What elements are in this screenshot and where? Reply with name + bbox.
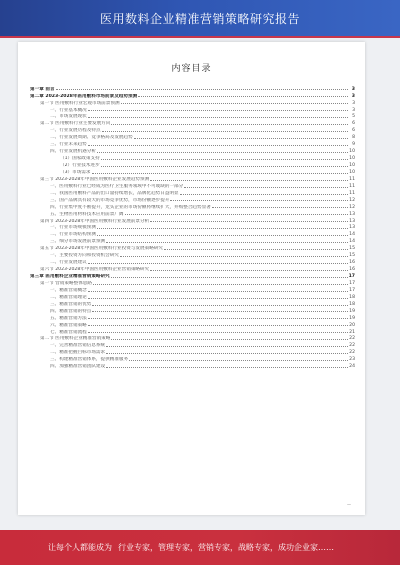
report-title: 医用数料企业精准营销策略研究报告 [99, 12, 300, 26]
toc-dot-leader [134, 138, 348, 139]
toc-entry-page-number: 6 [352, 121, 355, 127]
toc-entry-page-number: 10 [349, 163, 355, 169]
toc-entry-page-number: 21 [349, 329, 355, 335]
toc-entry-page-number: 10 [349, 156, 355, 162]
toc-entry-text: 第二节 医用敷料企业精准营销策略 [40, 336, 111, 342]
toc-entry[interactable] [30, 147, 355, 154]
toc-entry-page-number: 11 [349, 190, 355, 196]
toc-entry-text: 第二节 医用敷料行业主要发展方向 [40, 121, 111, 127]
toc-dot-leader [125, 214, 348, 215]
toc-entry-text: 二、行业发展建议 [50, 260, 87, 266]
toc-dot-leader [180, 194, 348, 195]
toc-dot-leader [97, 228, 348, 229]
toc-entry-text: 五、精准营销方法 [50, 315, 87, 321]
toc-entry-text: （2）行业技术进步 [60, 163, 100, 169]
toc-entry-page-number: 22 [349, 350, 355, 356]
toc-dot-leader [97, 152, 348, 153]
page-number-mark: — [347, 502, 351, 507]
toc-entry-text: 第一章 前言 [30, 86, 55, 92]
toc-entry[interactable] [30, 92, 355, 99]
toc-entry-page-number: 13 [349, 211, 355, 217]
toc-dot-leader [121, 103, 348, 104]
toc-entry[interactable] [30, 342, 355, 349]
toc-entry-page-number: 9 [352, 142, 355, 148]
toc-entry-text: 三、构建精准营销体系，提供精准服务 [50, 357, 129, 363]
toc-dot-leader [170, 200, 348, 201]
toc-entry-text: 三、行业未来趋势 [50, 142, 87, 148]
toc-entry[interactable] [30, 265, 355, 272]
toc-entry[interactable] [30, 134, 355, 141]
toc-entry-text: 五、生物医用材料技术应用前景广阔 [50, 211, 124, 217]
toc-entry[interactable] [30, 328, 355, 335]
toc-entry[interactable] [30, 175, 355, 182]
toc-entry[interactable] [30, 99, 355, 106]
toc-dot-leader [106, 346, 348, 347]
toc-entry-text: 四、行业集中度不断提升，龙头企业的市场份额将继续扩大，并购整合趋势显著 [50, 204, 211, 210]
toc-dot-leader [138, 96, 348, 97]
toc-list [30, 85, 355, 369]
toc-dot-leader [106, 353, 348, 354]
toc-dot-leader [129, 360, 348, 361]
toc-dot-leader [88, 291, 348, 292]
toc-entry-page-number: 17 [349, 287, 355, 293]
toc-entry[interactable] [30, 217, 355, 224]
toc-entry-page-number: 16 [349, 267, 355, 273]
toc-entry[interactable] [30, 258, 355, 265]
toc-entry-page-number: 16 [349, 260, 355, 266]
toc-dot-leader [111, 339, 348, 340]
toc-entry[interactable] [30, 335, 355, 342]
toc-entry[interactable] [30, 307, 355, 314]
toc-dot-leader [150, 180, 348, 181]
toc-entry-page-number: 12 [349, 197, 355, 203]
toc-entry-text: 一、完善精准营销信息系统 [50, 343, 106, 349]
document-page [18, 42, 365, 515]
toc-entry-text: 二、行业发展周期、竞争格局及发展趋势 [50, 135, 133, 141]
toc-entry[interactable] [30, 196, 355, 203]
toc-entry-text: 一、精准营销概念 [50, 287, 87, 293]
toc-entry[interactable] [30, 210, 355, 217]
toc-entry-page-number: 14 [349, 239, 355, 245]
toc-entry-page-number: 14 [349, 232, 355, 238]
toc-entry[interactable] [30, 106, 355, 113]
toc-entry[interactable] [30, 272, 355, 279]
toc-entry-text: 一、医用敷料行业已经成为医疗卫生服务领域中不可或缺的一部分 [50, 183, 184, 189]
toc-entry-page-number: 17 [349, 280, 355, 286]
toc-dot-leader [150, 270, 348, 271]
toc-dot-leader [92, 173, 349, 174]
toc-entry-text: 一、主要投资方向和投资机会研究 [50, 253, 119, 259]
toc-entry-text: 四、行业发展机遇分析 [50, 149, 96, 155]
toc-entry-page-number: 24 [349, 364, 355, 370]
toc-dot-leader [106, 367, 348, 368]
toc-entry[interactable] [30, 238, 355, 245]
toc-entry-page-number: 3 [351, 86, 355, 92]
footer-banner [0, 530, 400, 565]
toc-dot-leader [93, 284, 348, 285]
toc-entry-text: 一、行业发展历程及特点 [50, 128, 101, 134]
toc-entry-text: （3）市场需求 [60, 169, 91, 175]
toc-dot-leader [120, 256, 348, 257]
toc-entry-page-number: 17 [348, 274, 355, 280]
toc-entry-text: 三、国产品牌具有较大的市场竞争优势，市场份额逐步提升 [50, 197, 170, 203]
toc-entry-page-number: 18 [349, 294, 355, 300]
toc-title: 内容目录 [171, 64, 212, 74]
toc-entry-page-number: 22 [349, 343, 355, 349]
toc-entry-page-number: 3 [352, 107, 355, 113]
toc-entry[interactable] [30, 168, 355, 175]
toc-entry-page-number: 11 [349, 176, 355, 182]
toc-entry[interactable] [30, 141, 355, 148]
toc-entry[interactable] [30, 189, 355, 196]
toc-entry-text: 二、市场发展现状 [50, 114, 87, 120]
toc-dot-leader [106, 242, 348, 243]
toc-entry-page-number: 13 [349, 225, 355, 231]
footer-slogan: 让每个人都能成为 [48, 543, 112, 552]
toc-entry[interactable] [30, 154, 355, 161]
toc-dot-leader [88, 298, 348, 299]
toc-entry-text: 二、行业市场结构预测 [50, 232, 96, 238]
toc-entry-text: 第四节 2023-2028年中国医用敷料行业发展前景分析 [40, 218, 150, 224]
toc-entry[interactable] [30, 231, 355, 238]
toc-dot-leader [88, 263, 348, 264]
toc-entry[interactable] [30, 127, 355, 134]
toc-entry[interactable] [30, 161, 355, 168]
toc-entry-page-number: 15 [349, 253, 355, 259]
toc-dot-leader [56, 89, 348, 90]
toc-entry-page-number: 3 [351, 93, 355, 99]
toc-entry-page-number: 15 [349, 246, 355, 252]
toc-entry-page-number: 19 [349, 315, 355, 321]
toc-entry[interactable] [30, 203, 355, 210]
toc-dot-leader [88, 325, 348, 326]
toc-entry-text: 二、精准把握目标市场需求 [50, 350, 106, 356]
toc-dot-leader [102, 131, 348, 132]
toc-entry[interactable] [30, 182, 355, 189]
toc-entry[interactable] [30, 85, 355, 92]
toc-entry-text: 六、精准营销策略 [50, 322, 87, 328]
toc-entry[interactable] [30, 252, 355, 259]
toc-entry[interactable] [30, 314, 355, 321]
toc-dot-leader [88, 145, 348, 146]
toc-entry-page-number: 10 [349, 169, 355, 175]
report-header-banner [0, 0, 400, 38]
toc-entry[interactable] [30, 356, 355, 363]
toc-dot-leader [150, 221, 348, 222]
toc-dot-leader [88, 332, 348, 333]
toc-entry[interactable] [30, 286, 355, 293]
toc-entry-text: 三、细分市场发展前景预测 [50, 239, 106, 245]
toc-entry-text: 一、行业基本概况 [50, 107, 87, 113]
toc-dot-leader [164, 249, 348, 250]
toc-entry[interactable] [30, 321, 355, 328]
toc-dot-leader [88, 110, 348, 111]
toc-dot-leader [92, 305, 348, 306]
toc-entry-text: 第三节 2023-2028年中国医用敷料企业发展趋势预测 [40, 176, 150, 182]
toc-entry-page-number: 18 [349, 301, 355, 307]
toc-entry-text: 一、行业市场规模预测 [50, 225, 96, 231]
toc-entry-text: 三、精准营销的优势 [50, 301, 92, 307]
toc-entry-text: 第五节 2023-2028年中国医用敷料行业投资与发展策略研究 [40, 246, 163, 252]
toc-dot-leader [212, 207, 348, 208]
toc-dot-leader [88, 318, 348, 319]
toc-entry-text: 第一节 营销策略整体思路 [40, 280, 92, 286]
toc-dot-leader [111, 124, 348, 125]
toc-entry-page-number: 8 [352, 135, 355, 141]
toc-entry-page-number: 11 [349, 183, 355, 189]
toc-entry-page-number: 10 [349, 149, 355, 155]
toc-entry-text: 四、精准营销的特点 [50, 308, 92, 314]
toc-entry[interactable] [30, 279, 355, 286]
toc-entry-text: （1）国家政策支持 [60, 156, 100, 162]
toc-entry[interactable] [30, 224, 355, 231]
toc-entry-page-number: 6 [352, 128, 355, 134]
toc-entry-page-number: 5 [352, 114, 355, 120]
toc-entry[interactable] [30, 363, 355, 370]
toc-entry[interactable] [30, 113, 355, 120]
toc-entry-text: 第三章 医用敷料企业精准营销策略研究 [30, 274, 110, 280]
toc-entry-text: 第六节 2023-2028年中国医用敷料企业营销策略研究 [40, 267, 150, 273]
toc-dot-leader [97, 235, 348, 236]
toc-entry-page-number: 19 [349, 308, 355, 314]
toc-entry[interactable] [30, 300, 355, 307]
toc-entry-text: 七、精准营销流程 [50, 329, 87, 335]
footer-services: 行业专家，管理专家，营销专家，战略专家，成功企业家…… [118, 543, 334, 552]
toc-entry-page-number: 23 [349, 357, 355, 363]
toc-dot-leader [101, 166, 348, 167]
toc-dot-leader [92, 311, 348, 312]
toc-entry-page-number: 20 [349, 322, 355, 328]
toc-entry[interactable] [30, 245, 355, 252]
toc-entry[interactable] [30, 293, 355, 300]
toc-dot-leader [184, 187, 348, 188]
toc-entry-page-number: 22 [349, 336, 355, 342]
toc-entry-page-number: 12 [349, 204, 355, 210]
toc-entry-text: 二、我国医用敷料产品的出口量持续增长，品牌化趋势日益明显 [50, 190, 179, 196]
toc-entry-text: 四、加强精准营销团队建设 [50, 364, 106, 370]
toc-entry[interactable] [30, 120, 355, 127]
toc-entry[interactable] [30, 349, 355, 356]
toc-dot-leader [88, 117, 348, 118]
toc-dot-leader [111, 277, 348, 278]
toc-entry-page-number: 3 [352, 100, 355, 106]
toc-dot-leader [101, 159, 348, 160]
toc-entry-text: 二、精准营销理论 [50, 294, 87, 300]
toc-entry-text: 第一节 医用敷料行业宏观市场前景预测 [40, 100, 120, 106]
toc-entry-text: 第二章 2023-2028年医用敷料市场前景及趋势预测 [30, 93, 138, 99]
toc-entry-page-number: 13 [349, 218, 355, 224]
